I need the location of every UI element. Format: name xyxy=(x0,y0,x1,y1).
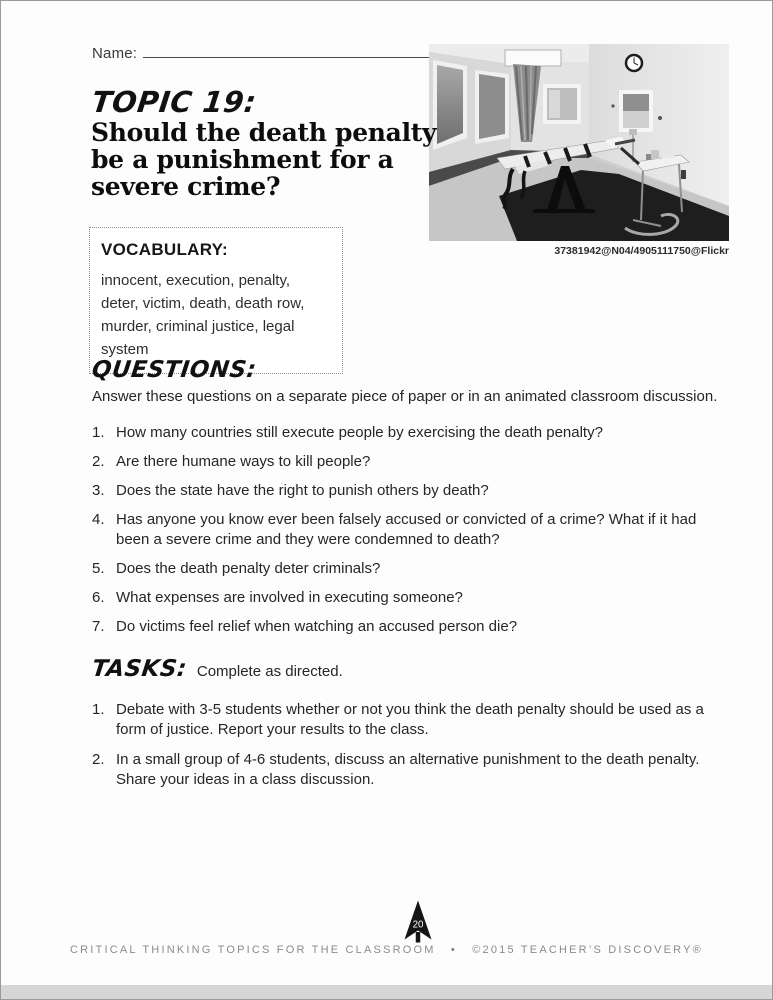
question-item xyxy=(92,588,732,608)
execution-chamber-photo xyxy=(429,44,729,241)
question-number: 1. xyxy=(92,424,105,441)
tasks-heading: TASKS: xyxy=(90,656,189,682)
question-item xyxy=(92,617,732,637)
wall-button xyxy=(611,104,614,107)
questions-heading: QUESTIONS: xyxy=(90,357,258,383)
arrow-stem xyxy=(416,932,421,943)
title-line-1: Should the death penalty xyxy=(91,118,437,147)
page-title xyxy=(91,119,436,200)
scan-edge-band xyxy=(1,985,772,999)
task-item xyxy=(92,700,732,740)
task-item xyxy=(92,750,732,790)
question-text: Has anyone you know ever been falsely accused or convicted of a crime? What if it had been a severe crime and they were condemned to death? xyxy=(116,511,697,548)
footer-copyright: ©2015 TEACHER’S DISCOVERY® xyxy=(472,944,703,956)
topic-label: TOPIC 19: xyxy=(89,85,259,119)
name-input-line[interactable] xyxy=(143,43,430,58)
vocabulary-heading: VOCABULARY: xyxy=(101,240,229,259)
footer xyxy=(1,944,772,956)
questions-section xyxy=(92,357,732,646)
right-window-reflection xyxy=(623,111,649,128)
question-number: 4. xyxy=(92,511,105,528)
task-text: In a small group of 4-6 students, discuss an alternative punishment to the death penalty. Share your ideas in a class discussion. xyxy=(116,751,700,788)
tasks-intro: Complete as directed. xyxy=(196,663,343,680)
footer-series-title: CRITICAL THINKING TOPICS FOR THE CLASSROOM xyxy=(70,944,436,956)
vocabulary-box xyxy=(89,227,343,374)
question-item xyxy=(92,481,732,501)
vocabulary-words: innocent, execution, penalty, deter, victim, death, death row, murder, criminal justice, legal system xyxy=(101,272,305,358)
question-text: Does the state have the right to punish others by death? xyxy=(116,482,489,499)
question-number: 2. xyxy=(92,453,105,470)
task-text: Debate with 3-5 students whether or not you think the death penalty should be used as a form of justice. Report your results to the class. xyxy=(116,701,704,738)
title-line-2: be a punishment for a xyxy=(91,145,394,174)
name-row xyxy=(92,43,430,62)
question-number: 3. xyxy=(92,482,105,499)
question-number: 6. xyxy=(92,589,105,606)
photo-figure xyxy=(429,44,729,257)
question-text: How many countries still execute people by exercising the death penalty? xyxy=(116,424,603,441)
left-window-glass-1 xyxy=(437,65,463,144)
question-item xyxy=(92,423,732,443)
question-item xyxy=(92,510,732,550)
page-number-arrow-logo xyxy=(403,900,433,946)
name-label: Name: xyxy=(92,45,138,62)
left-window-glass-2 xyxy=(479,74,505,139)
photo-caption: 37381942@N04/4905111750@Flickr xyxy=(554,245,729,257)
ceiling-light xyxy=(505,50,561,66)
page-number: 20 xyxy=(412,919,424,931)
clock-icon xyxy=(626,55,642,71)
questions-list xyxy=(92,423,732,637)
question-number: 5. xyxy=(92,560,105,577)
questions-intro: Answer these questions on a separate piece of paper or in an animated classroom discussion. xyxy=(92,388,718,405)
question-text: Are there humane ways to kill people? xyxy=(116,453,371,470)
task-number: 2. xyxy=(92,751,105,768)
footer-separator: • xyxy=(450,944,457,956)
wall-button-2 xyxy=(658,116,662,120)
question-text: Does the death penalty deter criminals? xyxy=(116,560,381,577)
mirror-reflection xyxy=(549,90,560,118)
title-line-3: severe crime? xyxy=(91,172,281,201)
question-item xyxy=(92,559,732,579)
question-text: What expenses are involved in executing someone? xyxy=(116,589,463,606)
tasks-section xyxy=(92,656,732,800)
task-number: 1. xyxy=(92,701,105,718)
question-item xyxy=(92,452,732,472)
question-number: 7. xyxy=(92,618,105,635)
wall-outlet xyxy=(681,170,686,179)
iv-stand-top xyxy=(629,129,637,135)
question-text: Do victims feel relief when watching an accused person die? xyxy=(116,618,518,635)
tasks-list xyxy=(92,700,732,790)
